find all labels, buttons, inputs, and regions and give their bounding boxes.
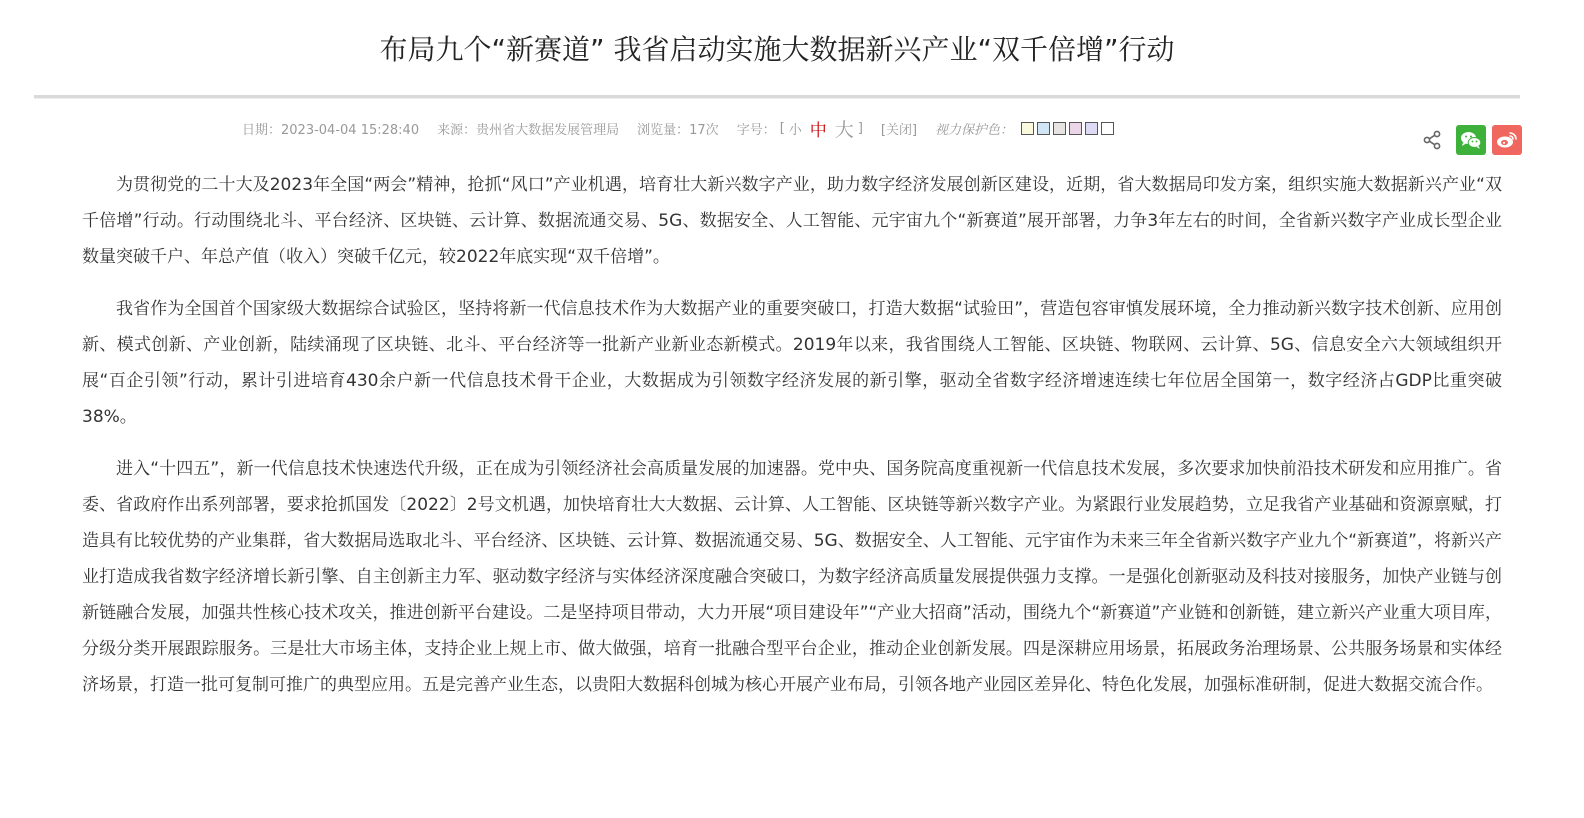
font-size-selector [737,115,863,142]
font-size-small-button[interactable]: 小 [788,122,802,138]
font-size-large-button[interactable]: 大 [834,118,854,141]
date-value: 2023-04-04 15:28:40 [281,122,420,138]
swatch-yellow[interactable] [1021,122,1034,135]
source-label: 来源： [437,122,477,138]
font-size-bracket-close: ] [857,120,863,136]
date-label: 日期： [242,122,282,138]
eye-protection-swatches [1021,122,1117,135]
source-value: 贵州省大数据发展管理局 [476,122,620,138]
share-icon[interactable] [1422,130,1442,150]
views-value: 17次 [689,122,719,138]
paragraph: 进入“十四五”，新一代信息技术快速迭代升级，正在成为引领经济社会高质量发展的加速器。党中央、国务院高度重视新一代信息技术发展，多次要求加快前沿技术研发和应用推广。省委、省政府作出系列部署，要求抢抓国发〔2022〕2号文机遇，加快培育壮大大数据、云计算、人工智能、区块链等新兴数字产业。为紧跟行业发展趋势，立足我省产业基础和资源禀赋，打造具有比较优势的产业集群，省大数据局选取北斗、平台经济、区块链、云计算、数据流通交易、5G、数据安全、人工智能、元宇宙作为未来三年全省新兴数字产业九个“新赛道”，将新兴产业打造成我省数字经济增长新引擎、自主创新主力军、驱动数字经济与实体经济深度融合突破口，为数字经济高质量发展提供强力支撑。一是强化创新驱动及科技对接服务，加快产业链与创新链融合发展，加强共性核心技术攻关，推进创新平台建设。二是坚持项目带动，大力开展“项目建设年”“产业大招商”活动，围绕九个“新赛道”产业链和创新链，建立新兴产业重大项目库，分级分类开展跟踪服务。三是壮大市场主体，支持企业上规上市、做大做强，培育一批融合型平台企业，推动企业创新发展。四是深耕应用场景，拓展政务治理场景、公共服务场景和实体经济场景，打造一批可复制可推广的典型应用。五是完善产业生态，以贵阳大数据科创城为核心开展产业布局，引领各地产业园区差异化、特色化发展，加强标准研制，促进大数据交流合作。 [82,459,1502,695]
swatch-purple[interactable] [1085,122,1098,135]
article-body [82,167,1502,719]
font-size-label: 字号： [736,122,776,138]
eye-protection-label: 视力保护色： [935,122,1014,138]
swatch-white[interactable] [1101,122,1114,135]
title-divider [34,95,1520,98]
font-size-medium-button[interactable]: 中 [809,120,827,141]
view-count [637,119,719,138]
article-page [34,0,1520,818]
views-label: 浏览量： [637,122,690,138]
wechat-share-button[interactable] [1456,125,1486,155]
swatch-pink[interactable] [1069,122,1082,135]
publish-date [242,119,419,138]
paragraph: 我省作为全国首个国家级大数据综合试验区，坚持将新一代信息技术作为大数据产业的重要突破口，打造大数据“试验田”，营造包容审慎发展环境，全力推动新兴数字技术创新、应用创新、模式创新、产业创新，陆续涌现了区块链、北斗、平台经济等一批新产业新业态新模式。2019年以来，我省围绕人工智能、区块链、物联网、云计算、5G、信息安全六大领域组织开展“百企引领”行动，累计引进培育430余户新一代信息技术骨干企业，大数据成为引领数字经济发展的新引擎，驱动全省数字经济增速连续七年位居全国第一，数字经济占GDP比重突破38%。 [82,299,1502,427]
article-title: 布局九个“新赛道” 我省启动实施大数据新兴产业“双千倍增”行动 [379,33,1175,66]
share-bar [1422,125,1522,155]
article-source [437,119,619,138]
font-size-bracket-open: [ [779,120,785,136]
weibo-icon [1496,130,1518,150]
swatch-blue[interactable] [1037,122,1050,135]
paragraph: 为贯彻党的二十大及2023年全国“两会”精神，抢抓“风口”产业机遇，培育壮大新兴数字产业，助力数字经济发展创新区建设，近期，省大数据局印发方案，组织实施大数据新兴产业“双千倍增”行动。行动围绕北斗、平台经济、区块链、云计算、数据流通交易、5G、数据安全、人工智能、元宇宙九个“新赛道”展开部署，力争3年左右的时间，全省新兴数字产业成长型企业数量突破千户、年总产值（收入）突破千亿元，较2022年底实现“双千倍增”。 [82,175,1502,267]
article-meta-bar [242,116,1117,140]
swatch-gray[interactable] [1053,122,1066,135]
weibo-share-button[interactable] [1492,125,1522,155]
wechat-icon [1460,130,1482,150]
close-button[interactable]: [关闭] [880,122,918,138]
